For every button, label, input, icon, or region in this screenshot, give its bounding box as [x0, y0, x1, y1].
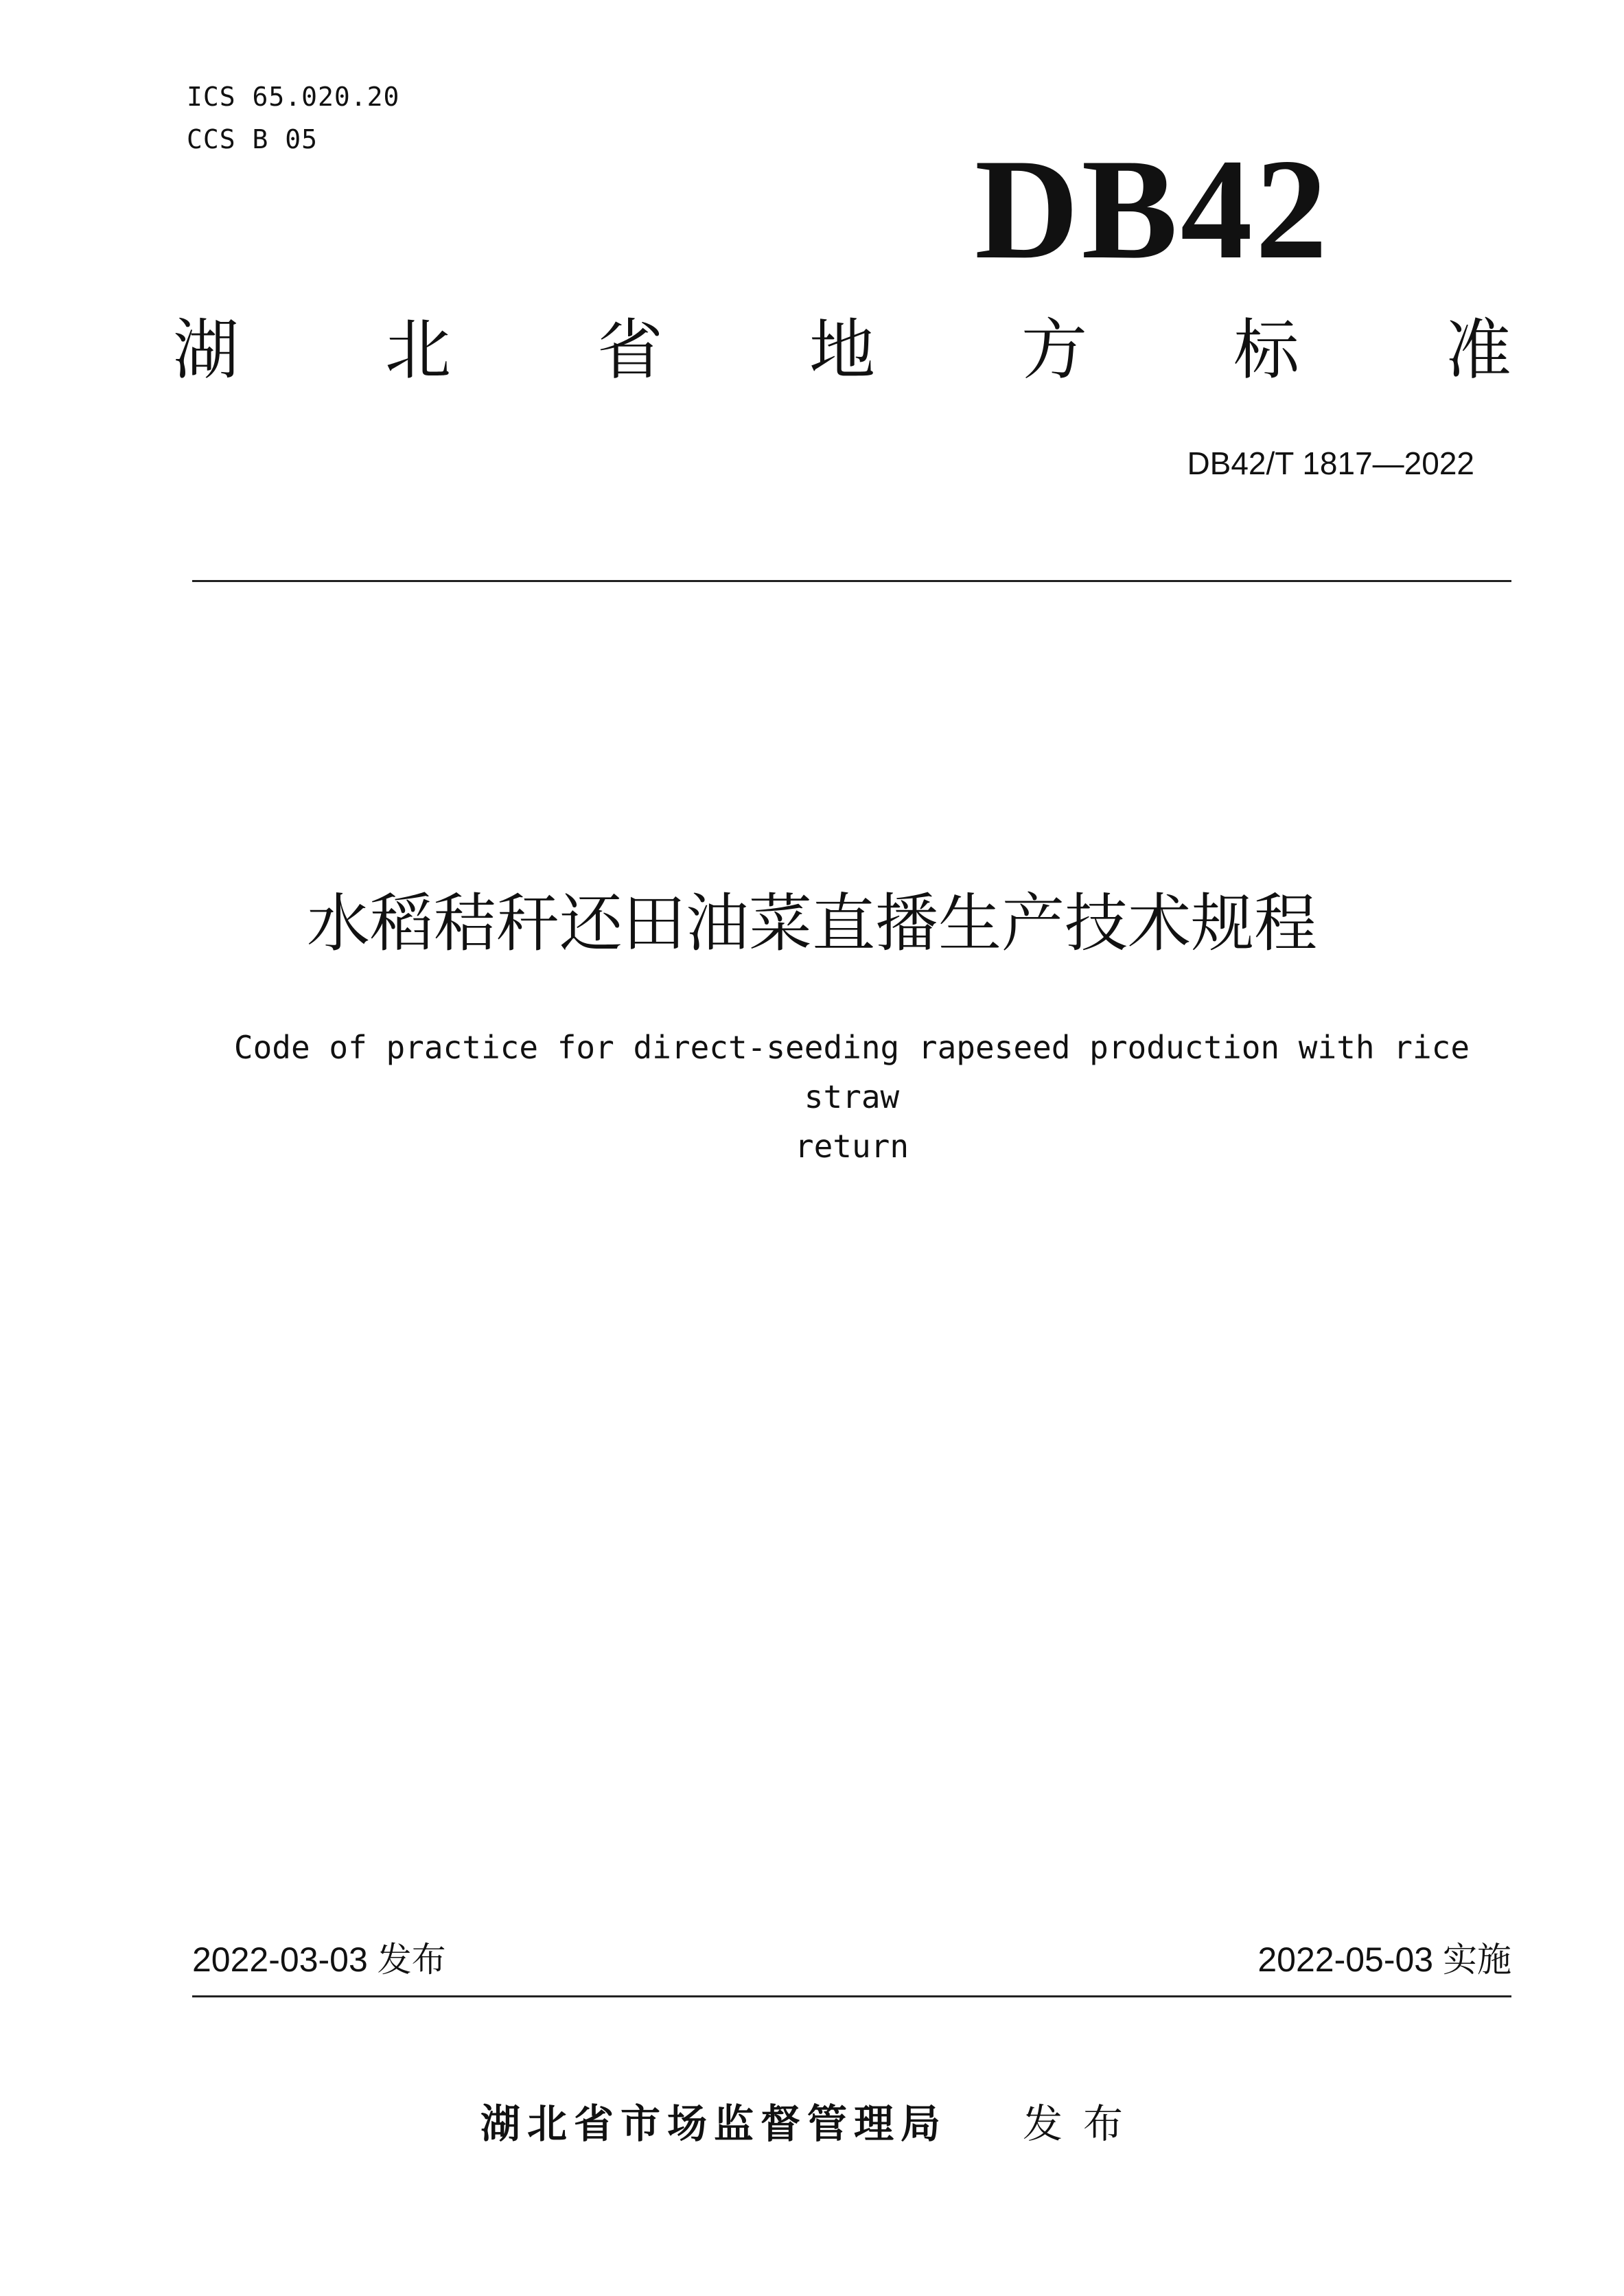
- title-en-line: Code of practice for direct-seeding rapeseed production with rice straw: [233, 1029, 1470, 1115]
- standard-type-char: 方: [1021, 312, 1087, 389]
- standard-mark: DB42: [975, 130, 1330, 289]
- document-title-en: [192, 1023, 1511, 1171]
- standard-type-char: 标: [1233, 312, 1299, 389]
- standard-type-heading: [173, 312, 1511, 389]
- title-en-line: return: [794, 1128, 909, 1165]
- standard-type-char: 北: [385, 312, 451, 389]
- ccs-code: CCS B 05: [187, 124, 318, 154]
- header-divider: [192, 580, 1511, 582]
- standard-type-char: 湖: [173, 312, 239, 389]
- standard-type-char: 省: [597, 312, 663, 389]
- standard-type-char: 准: [1446, 312, 1511, 389]
- standard-type-char: 地: [809, 312, 875, 389]
- issuer-suffix: 发布: [1023, 2100, 1144, 2147]
- issuer-name: 湖北省市场监督管理局: [480, 2100, 947, 2147]
- implementation-date: 2022-05-03 实施: [1257, 1940, 1511, 1979]
- issue-date: 2022-03-03 发布: [192, 1940, 446, 1979]
- standard-number: DB42/T 1817—2022: [1187, 445, 1474, 481]
- footer-divider: [192, 1995, 1511, 1997]
- issuer-line: [0, 2100, 1624, 2147]
- ics-code: ICS 65.020.20: [187, 82, 400, 112]
- document-title-cn: 水稻秸秆还田油菜直播生产技术规程: [306, 887, 1317, 960]
